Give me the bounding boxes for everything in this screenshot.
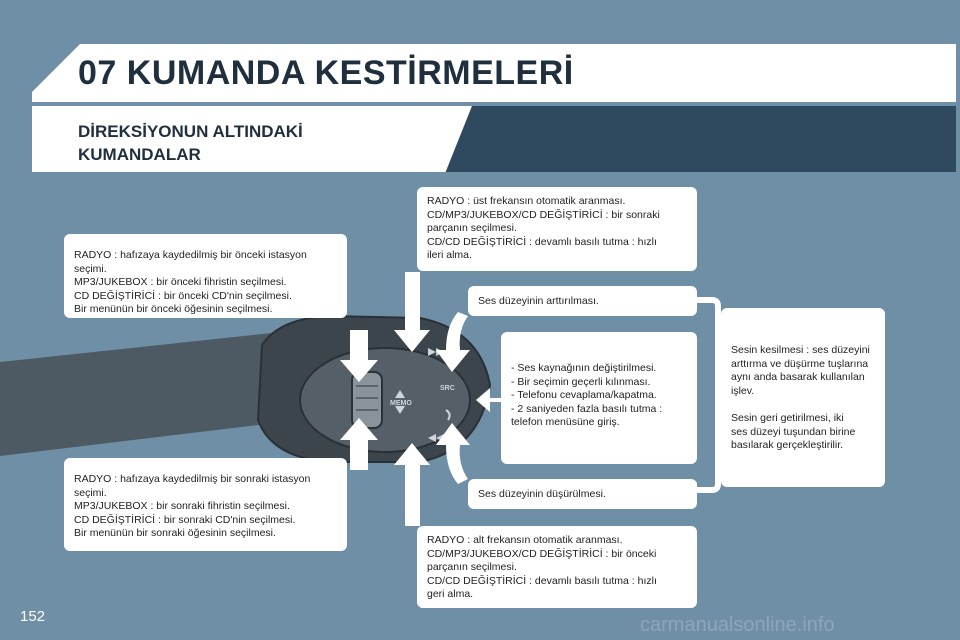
seek-back-line: RADYO : alt frekansın otomatik aranması. bbox=[427, 534, 623, 546]
seek-forward-line: ileri alma. bbox=[427, 249, 472, 261]
radio-up-line: Bir menünün bir önceki öğesinin seçilmesi. bbox=[74, 303, 273, 315]
section-title-line2: KUMANDALAR bbox=[78, 145, 201, 164]
radio-up-line: RADYO : hafızaya kaydedilmiş bir önceki istasyon bbox=[74, 249, 307, 261]
mute-line: aynı anda basarak kullanılan bbox=[731, 371, 865, 383]
source-line: - Telefonu cevaplama/kapatma. bbox=[511, 389, 657, 401]
source-line: - Bir seçimin geçerli kılınması. bbox=[511, 375, 651, 388]
memo-label: MEMO bbox=[390, 400, 412, 407]
mute-bracket bbox=[697, 300, 718, 490]
page-number: 152 bbox=[20, 608, 46, 625]
mute-line: işlev. bbox=[731, 384, 755, 397]
source-line: - 2 saniyeden fazla basılı tutma : bbox=[511, 402, 663, 415]
radio-up-line: CD DEĞİŞTİRİCİ : bir önceki CD'nin seçilmesi. bbox=[74, 289, 292, 302]
volume-down-box bbox=[468, 479, 697, 509]
volume-down-text: Ses düzeyinin düşürülmesi. bbox=[478, 488, 606, 500]
radio-up-line: MP3/JUKEBOX : bir önceki fihristin seçilmesi. bbox=[74, 276, 287, 288]
mute-line: Sesin kesilmesi : ses düzeyini bbox=[731, 344, 870, 356]
mute-line: Sesin geri getirilmesi, iki bbox=[731, 412, 844, 424]
seek-back-line: CD/MP3/JUKEBOX/CD DEĞİŞTİRİCİ : bir önceki bbox=[427, 547, 657, 560]
source-box bbox=[501, 332, 697, 464]
radio-down-line: Bir menünün bir sonraki öğesinin seçilmesi. bbox=[74, 527, 276, 539]
section-title-line1: DİREKSİYONUN ALTINDAKİ bbox=[78, 122, 303, 141]
seek-back-line: parçanın seçilmesi. bbox=[427, 561, 517, 573]
watermark: carmanualsonline.info bbox=[640, 614, 835, 636]
thumb-wheel[interactable] bbox=[352, 372, 382, 428]
radio-up-line: seçimi. bbox=[74, 262, 107, 275]
stalk-arm bbox=[0, 330, 300, 456]
mute-line: ses düzeyi tuşundan birine bbox=[731, 425, 856, 438]
mute-line: basılarak gerçekleştirilir. bbox=[731, 439, 844, 451]
radio-down-line: CD DEĞİŞTİRİCİ : bir sonraki CD'nin seçilmesi. bbox=[74, 513, 296, 526]
radio-down-line: RADYO : hafızaya kaydedilmiş bir sonraki istasyon bbox=[74, 473, 311, 485]
seek-forward-line: RADYO : üst frekansın otomatik aranması. bbox=[427, 195, 626, 207]
volume-up-text: Ses düzeyinin arttırılması. bbox=[478, 295, 599, 307]
radio-up-box bbox=[64, 234, 347, 318]
src-label: SRC bbox=[440, 385, 455, 392]
mute-line: arttırma ve düşürme tuşlarına bbox=[731, 357, 869, 370]
seek-back-line: CD/CD DEĞİŞTİRİCİ : devamlı basılı tutma : hızlı bbox=[427, 574, 657, 587]
source-line: - Ses kaynağının değiştirilmesi. bbox=[511, 362, 657, 374]
seek-back-line: geri alma. bbox=[427, 588, 474, 600]
radio-down-line: MP3/JUKEBOX : bir sonraki fihristin seçilmesi. bbox=[74, 500, 290, 512]
radio-down-line: seçimi. bbox=[74, 486, 107, 499]
seek-forward-line: parçanın seçilmesi. bbox=[427, 222, 517, 234]
seek-forward-line: CD/MP3/JUKEBOX/CD DEĞİŞTİRİCİ : bir sonraki bbox=[427, 208, 660, 221]
page-title: 07 KUMANDA KESTİRMELERİ bbox=[78, 54, 574, 92]
seek-back-box bbox=[417, 526, 697, 608]
volume-up-box bbox=[468, 286, 697, 316]
seek-forward-box bbox=[417, 187, 697, 271]
radio-down-box bbox=[64, 458, 347, 551]
seek-forward-line: CD/CD DEĞİŞTİRİCİ : devamlı basılı tutma : hızlı bbox=[427, 235, 657, 248]
mute-box bbox=[721, 308, 885, 487]
source-line: telefon menüsüne giriş. bbox=[511, 416, 620, 428]
